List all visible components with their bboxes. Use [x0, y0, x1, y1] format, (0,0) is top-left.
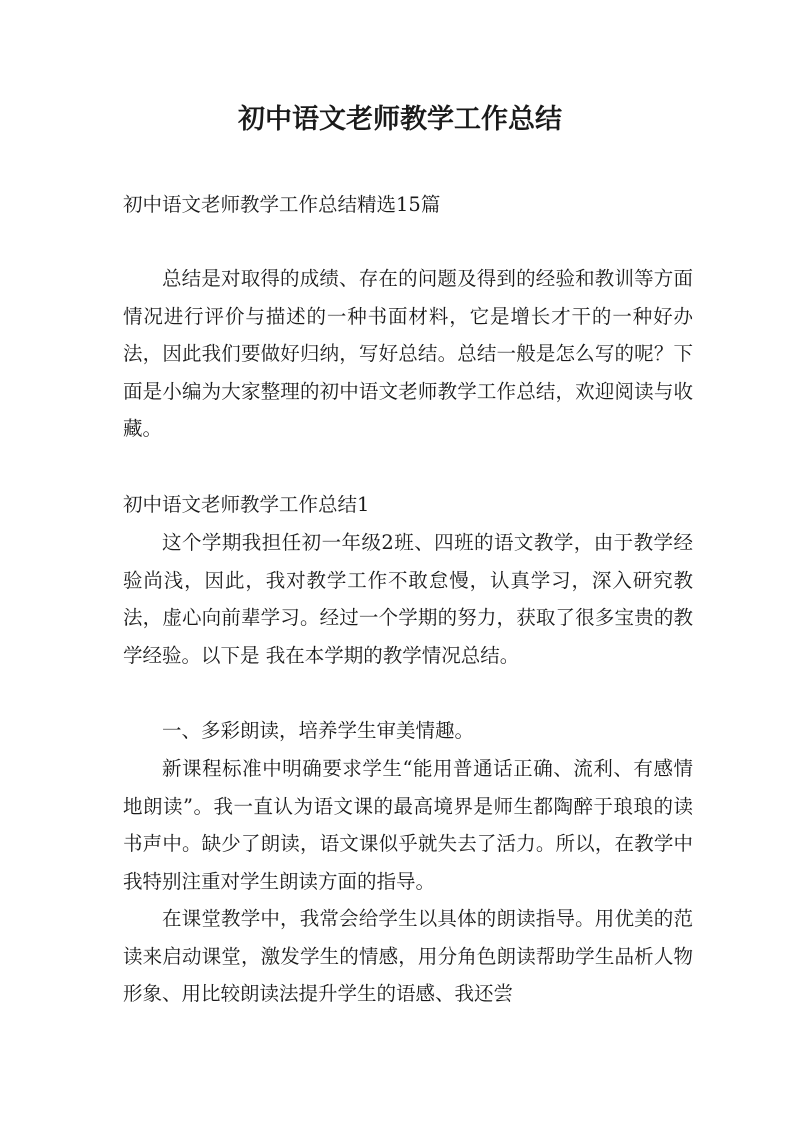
body-paragraph-1: 这个学期我担任初一年级2班、四班的语文教学，由于教学经验尚浅，因此，我对教学工作不敢怠慢，认真学习，深入研究教法，虚心向前辈学习。经过一个学期的努力，获取了很多宝贵的教学经验。以下是 我在本学期的教学情况总结。: [123, 531, 693, 667]
body-paragraph-4: 在课堂教学中，我常会给学生以具体的朗读指导。用优美的范读来启动课堂，激发学生的情感，用分角色朗读帮助学生品析人物形象、用比较朗读法提升学生的语感、我还尝: [123, 907, 693, 1006]
document-title: 初中语文老师教学工作总结: [238, 104, 562, 135]
document-subtitle: 初中语文老师教学工作总结精选15篇: [123, 193, 441, 216]
intro-paragraph: 总结是对取得的成绩、存在的问题及得到的经验和教训等方面情况进行评价与描述的一种书面材料，它是增长才干的一种好办法，因此我们要做好归纳，写好总结。总结一般是怎么写的呢？下面是小编为大家整理的初中语文老师教学工作总结，欢迎阅读与收藏。: [123, 267, 693, 441]
body-paragraph-2: 一、多彩朗读，培养学生审美情趣。: [162, 719, 475, 742]
body-paragraph-3: 新课程标准中明确要求学生“能用普通话正确、流利、有感情地朗读”。我一直认为语文课的最高境界是师生都陶醉于琅琅的读书声中。缺少了朗读，语文课似乎就失去了活力。所以，在教学中我特别注重对学生朗读方面的指导。: [123, 757, 693, 893]
section-heading: 初中语文老师教学工作总结1: [123, 493, 370, 516]
